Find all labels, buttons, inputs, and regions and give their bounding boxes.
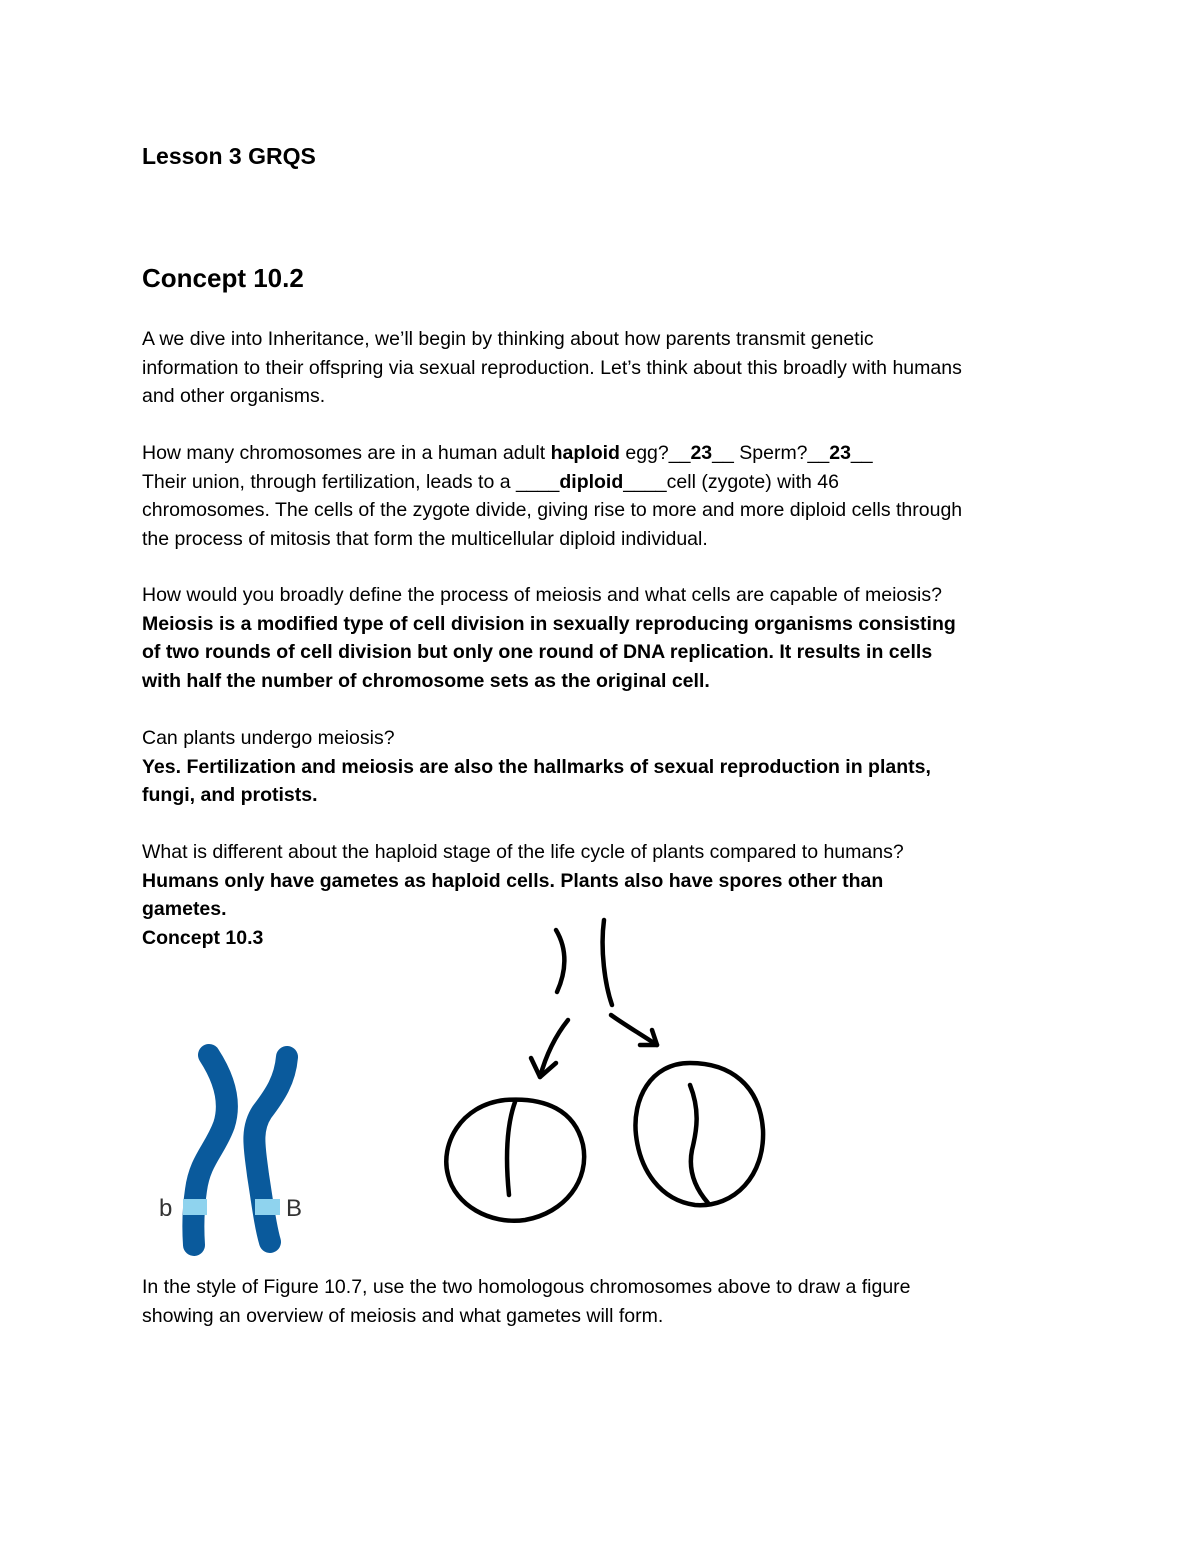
sketch-cell-left bbox=[446, 1100, 584, 1221]
q1-sperm-answer: 23 bbox=[829, 442, 851, 464]
sketch-stroke bbox=[603, 920, 612, 1005]
intro-line: information to their offspring via sexual reproduction. Let’s think about this broadly with humans bbox=[142, 356, 962, 379]
chromosome-left-band bbox=[183, 1199, 207, 1215]
q2-text: How would you broadly define the process of meiosis and what cells are capable of meiosis? bbox=[142, 584, 942, 606]
intro-line: and other organisms. bbox=[142, 385, 326, 407]
a3-line: Yes. Fertilization and meiosis are also the hallmarks of sexual reproduction in plants, bbox=[142, 755, 931, 778]
chromosome-right-band bbox=[255, 1199, 280, 1215]
sketch-chromosome-left bbox=[507, 1102, 515, 1195]
a2-line: of two rounds of cell division but only one round of DNA replication. It results in cells bbox=[142, 641, 933, 663]
q1c-line: the process of mitosis that form the multicellular diploid individual. bbox=[142, 527, 708, 550]
q1-sperm: __ Sperm?__ bbox=[712, 442, 830, 464]
q5-line: In the style of Figure 10.7, use the two homologous chromosomes above to draw a figure bbox=[142, 1276, 911, 1298]
intro-line: A we dive into Inheritance, we’ll begin by thinking about how parents transmit genetic bbox=[142, 328, 874, 350]
allele-label-b: b bbox=[159, 1195, 173, 1222]
a4-line: gametes. bbox=[142, 898, 227, 920]
concept-10-2-heading: Concept 10.2 bbox=[142, 263, 304, 293]
q1-end: __ bbox=[850, 442, 873, 464]
q1b-prefix: Their union, through fertilization, leads to a ____ bbox=[142, 470, 560, 493]
q1-egg: egg?__ bbox=[619, 442, 691, 464]
handdrawn-sketch-icon bbox=[446, 920, 763, 1221]
chromosome-left bbox=[193, 1055, 226, 1245]
q1b-answer: diploid bbox=[559, 470, 624, 493]
sketch-cell-right bbox=[635, 1063, 763, 1205]
a4-line: Humans only have gametes as haploid cells. Plants also have spores other than bbox=[142, 869, 884, 892]
sketch-stroke bbox=[556, 930, 564, 992]
allele-label-B: B bbox=[286, 1195, 303, 1222]
lesson-title: Lesson 3 GRQS bbox=[142, 143, 316, 169]
q1c-line: chromosomes. The cells of the zygote divide, giving rise to more and more diploid cells through bbox=[142, 499, 963, 521]
chromosome-pair-icon bbox=[159, 1055, 302, 1245]
q5-line: showing an overview of meiosis and what gametes will form. bbox=[142, 1304, 664, 1327]
a3-line: fungi, and protists. bbox=[142, 784, 318, 806]
q1-haploid: haploid bbox=[550, 442, 620, 464]
q1-egg-answer: 23 bbox=[690, 442, 713, 464]
q1-prefix: How many chromosomes are in a human adult bbox=[142, 442, 551, 464]
q1b-suffix: ____cell (zygote) with 46 bbox=[623, 470, 839, 493]
q3-text: Can plants undergo meiosis? bbox=[142, 727, 395, 749]
a2-line: with half the number of chromosome sets as the original cell. bbox=[142, 669, 710, 692]
sketch-arrow-left bbox=[540, 1020, 568, 1077]
q4-text: What is different about the haploid stage of the life cycle of plants compared to humans? bbox=[142, 841, 904, 863]
sketch-chromosome-right bbox=[690, 1085, 708, 1203]
concept-10-3-heading: Concept 10.3 bbox=[142, 926, 264, 949]
question-draw-meiosis bbox=[142, 1273, 1062, 1330]
a2-line: Meiosis is a modified type of cell division in sexually reproducing organisms consisting bbox=[142, 612, 956, 635]
